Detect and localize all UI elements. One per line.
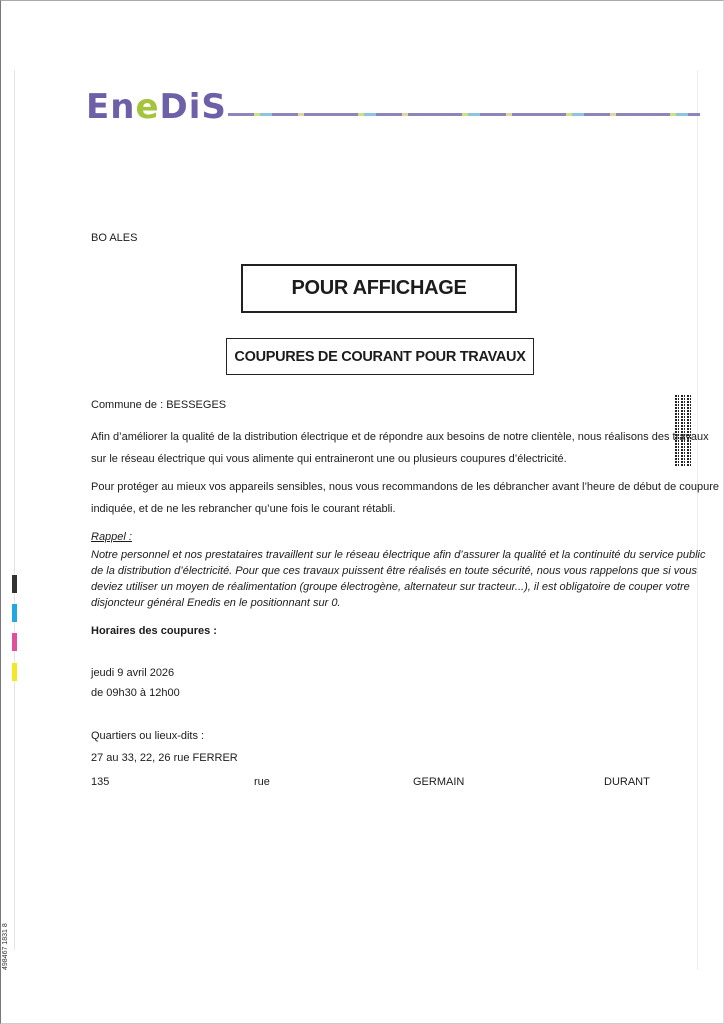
address-street-name-2: DURANT (604, 776, 650, 788)
scan-edge-line (14, 70, 15, 950)
logo-divider-line (228, 113, 700, 116)
scan-edge-line (697, 70, 698, 970)
paragraph-2-line-1: Pour protéger au mieux vos appareils sensibles, nous vous recommandons de les débrancher avant l’heure de début de coupure (91, 481, 719, 493)
rappel-heading: Rappel : (91, 531, 132, 543)
margin-code: 498467 1831 8 (2, 923, 9, 970)
rappel-line-1: Notre personnel et nos prestataires travaillent sur le réseau électrique afin d’assurer la qualité et la continuité du service public (91, 549, 706, 561)
paragraph-1-line-2: sur le réseau électrique qui vous alimente qui entraineront une ou plusieurs coupures d’électricité. (91, 453, 567, 465)
enedis-logo (86, 80, 227, 127)
print-mark-yellow (12, 663, 17, 681)
title-box-sub (226, 338, 534, 375)
page-subtitle: COUPURES DE COURANT POUR TRAVAUX (234, 348, 526, 365)
schedule-date: jeudi 9 avril 2026 (91, 667, 175, 679)
print-mark-cyan (12, 604, 17, 622)
paragraph-1-line-1: Afin d’améliorer la qualité de la distribution électrique et de répondre aux besoins de notre clientèle, nous réalisons des travaux (91, 431, 709, 443)
page-title: POUR AFFICHAGE (291, 277, 467, 299)
rappel-line-3: deviez utiliser un moyen de réalimentation (groupe électrogène, alternateur sur tracteur...), il est obligatoire de couper votre (91, 581, 690, 593)
address-number: 135 (91, 776, 110, 788)
logo-wordmark: EneDiS (86, 87, 227, 127)
title-box-main (241, 264, 517, 313)
schedule-time: de 09h30 à 12h00 (91, 687, 180, 699)
office-label: BO ALES (91, 232, 138, 244)
address-street-type: rue (254, 776, 270, 788)
address-street-name: GERMAIN (413, 776, 465, 788)
paragraph-2-line-2: indiquée, et de ne les rebrancher qu’une fois le courant rétabli. (91, 503, 396, 515)
datamatrix-code (675, 394, 693, 466)
locations-heading: Quartiers ou lieux-dits : (91, 730, 205, 742)
print-mark-magenta (12, 633, 17, 651)
rappel-line-2: de la distribution d’électricité. Pour que ces travaux puissent être réalisés en toute sécurité, nous vous rappelons que si vous (91, 565, 697, 577)
print-mark-black (12, 575, 17, 593)
commune-line: Commune de : BESSEGES (91, 399, 227, 411)
location-line-1: 27 au 33, 22, 26 rue FERRER (91, 752, 238, 764)
rappel-line-4: disjoncteur général Enedis en le positionnant sur 0. (91, 597, 341, 609)
schedule-heading: Horaires des coupures : (91, 625, 217, 637)
